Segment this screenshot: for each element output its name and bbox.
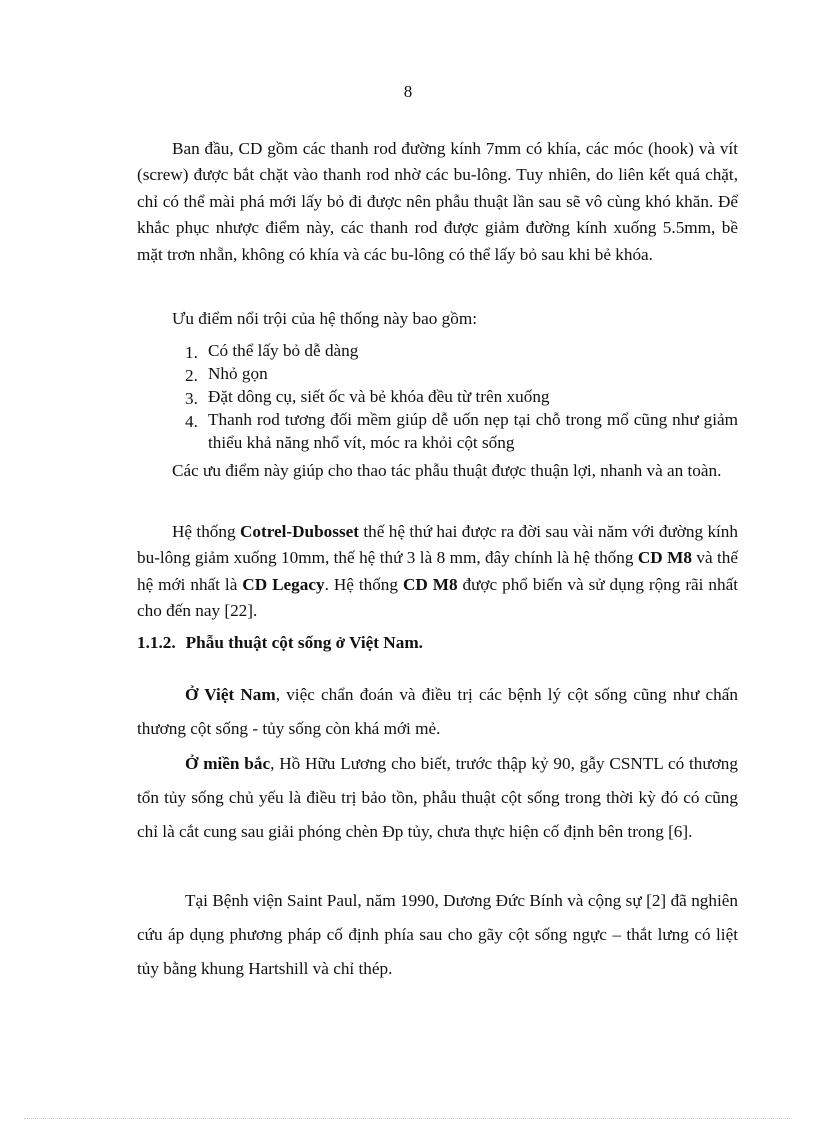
list-item-number: 2. xyxy=(185,366,198,385)
list-item-text: Thanh rod tương đối mềm giúp dễ uốn nẹp tại chỗ trong mổ cũng như giảm thiểu khả năng nhổ vít, móc ra khỏi cột sống xyxy=(208,410,738,452)
list-item xyxy=(185,339,738,362)
list-item-text: Có thể lấy bỏ dễ dàng xyxy=(208,341,359,360)
section-title: Phẫu thuật cột sống ở Việt Nam. xyxy=(185,633,423,652)
bold-term: Ở Việt Nam xyxy=(185,685,276,704)
bold-term: Ở miền bắc xyxy=(185,754,271,773)
text-run: và thế hệ mới nhất là xyxy=(137,548,738,594)
list-item xyxy=(185,362,738,385)
paragraph-cd-generations xyxy=(137,519,738,625)
section-number: 1.1.2. xyxy=(137,633,176,652)
paragraph-vietnam xyxy=(137,678,738,746)
text-run: , Hồ Hữu Lương cho biết, trước thập kỷ 90, gẫy CSNTL có thương tổn tủy sống chủ yếu là điều trị bảo tồn, phẫu thuật cột sống trong thời kỳ đó có cũng chỉ là cắt cung sau giải phóng chèn Ðp tủy, chưa thực hiện cố định bên trong [6]. xyxy=(137,754,738,841)
text-run: Hệ thống xyxy=(172,522,240,541)
paragraph-advantages-intro: Ưu điểm nổi trội của hệ thống này bao gồm: xyxy=(172,309,477,328)
list-item-text: Đặt dông cụ, siết ốc và bẻ khóa đều từ trên xuống xyxy=(208,387,550,406)
section-heading xyxy=(137,633,423,653)
paragraph-saint-paul: Tại Bệnh viện Saint Paul, năm 1990, Dương Đức Bính và cộng sự [2] đã nghiên cứu áp dụng phương pháp cố định phía sau cho gãy cột sống ngực – thắt lưng có liệt tủy bằng khung Hartshill và chỉ thép. xyxy=(137,891,738,978)
text-run: , việc chẩn đoán và điều trị các bệnh lý cột sống cũng như chấn thương cột sống - tủy sống còn khá mới mẻ. xyxy=(137,685,738,738)
text-run: thế hệ thứ hai được ra đời sau vài năm với đường kính bu-lông giảm xuống 10mm, thế hệ thứ 3 là 8 mm, đây chính là hệ thống xyxy=(137,522,738,568)
list-item-text: Nhỏ gọn xyxy=(208,364,268,383)
list-item-number: 1. xyxy=(185,343,198,362)
text-run: được phổ biến và sử dụng rộng rãi nhất cho đến nay [22]. xyxy=(137,574,739,621)
paragraph-cd-intro: Ban đầu, CD gồm các thanh rod đường kính 7mm có khía, các móc (hook) và vít (screw) được bắt chặt vào thanh rod nhờ các bu-lông. Tuy nhiên, do liên kết quá chặt, chỉ có thể mài phá mới lấy bỏ đi được nên phẫu thuật lần sau sẽ vô cùng khó khăn. Để khắc phục nhược điểm này, các thanh rod được giảm đường kính xuống 5.5mm, bề mặt trơn nhẵn, không có khía và các bu-lông có thể lấy bỏ sau khi bẻ khóa. xyxy=(137,139,738,264)
list-item-number: 4. xyxy=(185,412,198,431)
page-bottom-divider xyxy=(24,1118,792,1119)
paragraph-advantages-summary: Các ưu điểm này giúp cho thao tác phẫu thuật được thuận lợi, nhanh và an toàn. xyxy=(172,461,722,480)
text-run: . Hệ thống xyxy=(324,574,403,594)
bold-term: Cotrel-Dubosset xyxy=(239,522,359,541)
list-item xyxy=(185,408,738,454)
bold-term: CD M8 xyxy=(402,574,458,594)
list-item xyxy=(185,385,738,408)
page-number: 8 xyxy=(403,82,413,101)
advantages-list xyxy=(185,339,738,454)
bold-term: CD M8 xyxy=(637,548,692,568)
bold-term: CD Legacy xyxy=(242,574,325,594)
list-item-number: 3. xyxy=(185,389,198,408)
paragraph-north xyxy=(137,747,738,849)
